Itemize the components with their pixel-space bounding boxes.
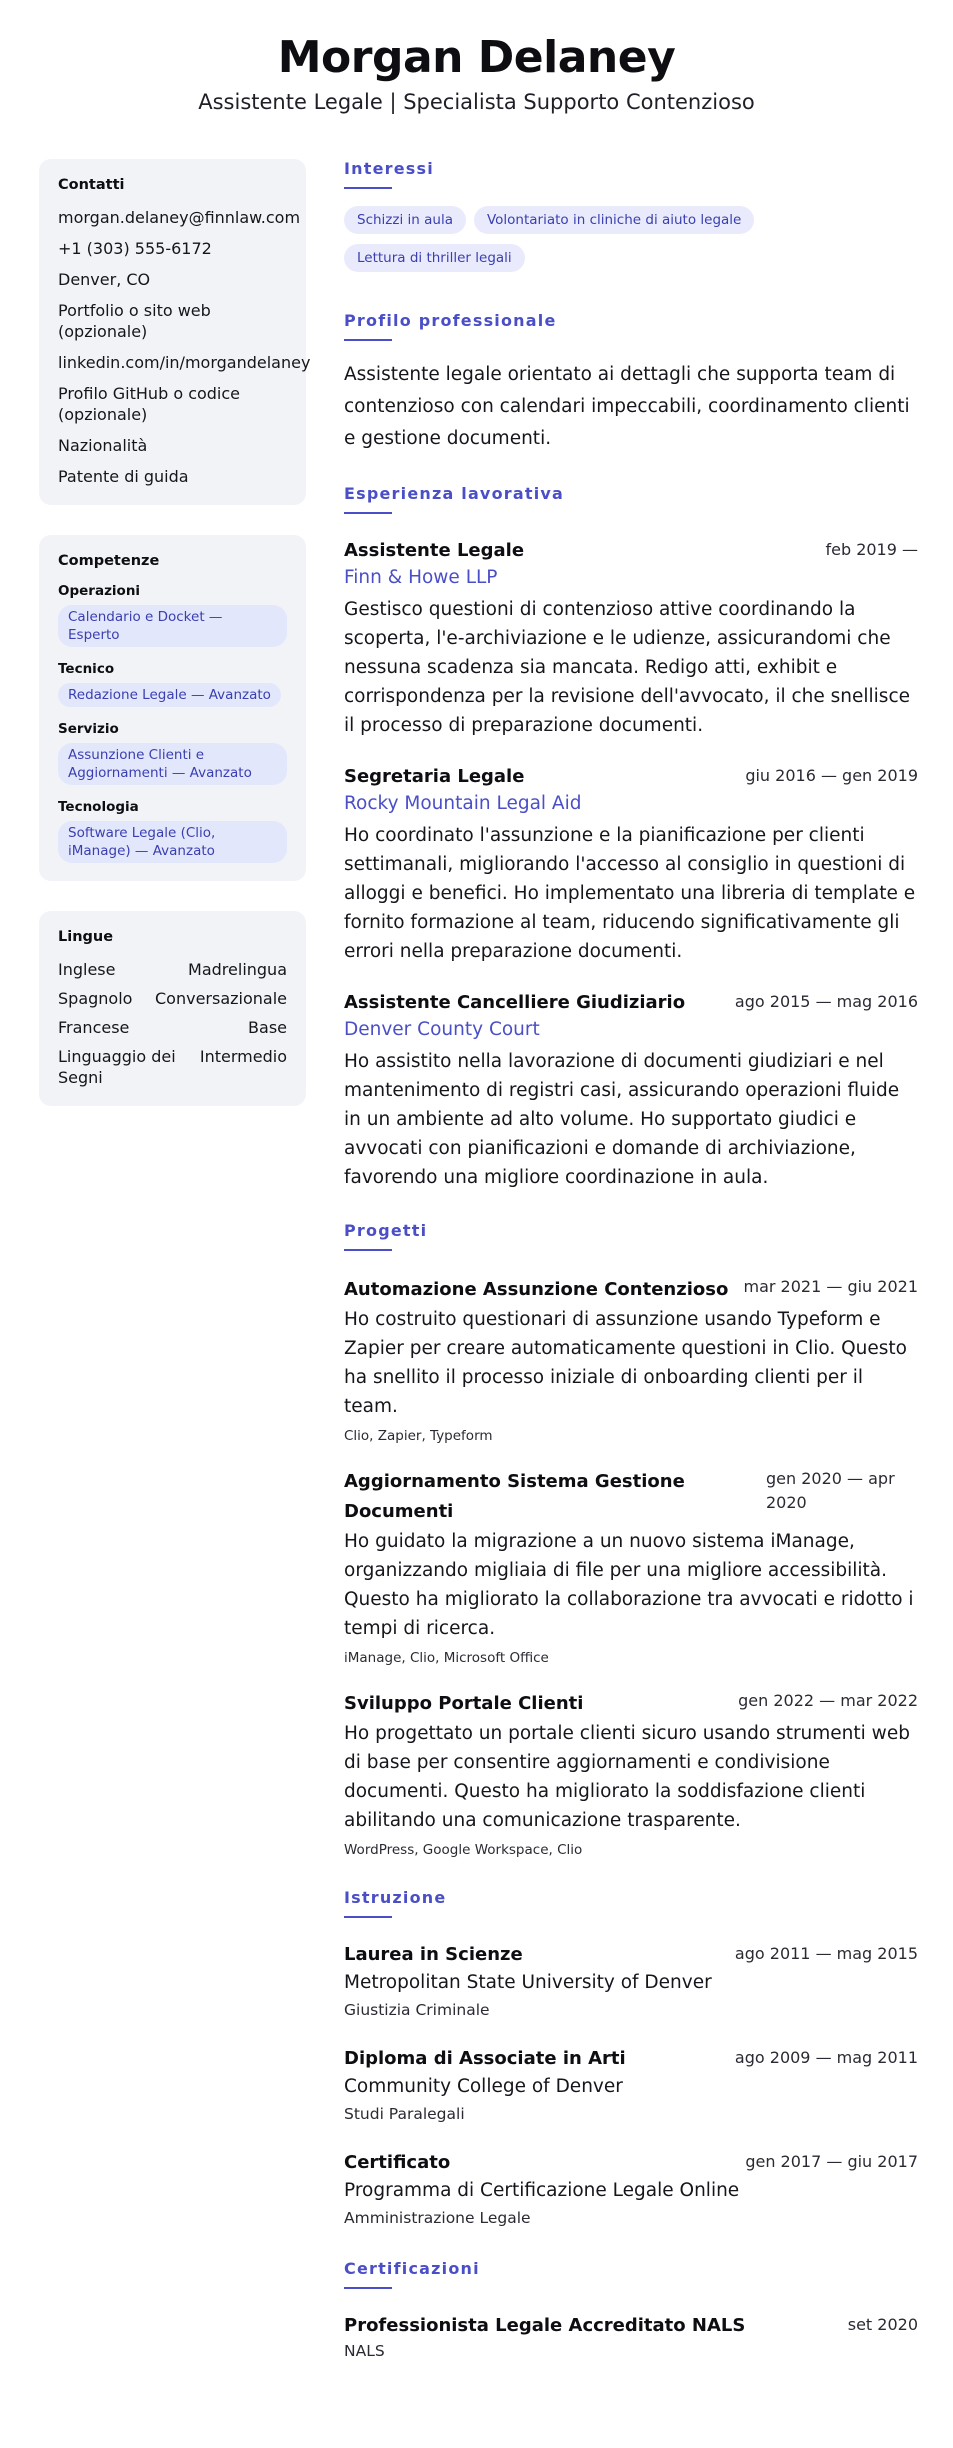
section-divider xyxy=(344,339,392,341)
language-level: Conversazionale xyxy=(155,989,287,1008)
skill-chip: Redazione Legale — Avanzato xyxy=(58,683,281,707)
study-field: Giustizia Criminale xyxy=(344,2001,490,2019)
language-level: Intermedio xyxy=(199,1047,287,1066)
experience-entry xyxy=(344,764,918,966)
language-row xyxy=(58,988,287,1009)
candidate-subtitle: Assistente Legale | Specialista Supporto Contenzioso xyxy=(198,90,755,114)
job-title: Assistente Legale xyxy=(344,540,525,561)
skills-card xyxy=(39,535,306,881)
languages-card xyxy=(39,911,306,1106)
project-technologies: iManage, Clio, Microsoft Office xyxy=(344,1650,549,1666)
profile-section xyxy=(344,310,918,455)
certification-name: Professionista Legale Accreditato NALS xyxy=(344,2315,746,2336)
project-name: Aggiornamento Sistema Gestione Documenti xyxy=(344,1471,685,1522)
skill-group-title: Tecnologia xyxy=(58,799,139,815)
language-row xyxy=(58,1017,287,1038)
skill-group xyxy=(58,799,287,863)
school-name: Metropolitan State University of Denver xyxy=(344,1972,712,1993)
degree-title: Laurea in Scienze xyxy=(344,1944,523,1965)
interests-section xyxy=(344,158,918,282)
project-name: Sviluppo Portale Clienti xyxy=(344,1693,584,1714)
job-description: Ho assistito nella lavorazione di documenti giudiziari e nel mantenimento di registri casi, assicurando operazioni fluide in un ambiente ad alto volume. Ho supportato giudici e avvocati con pianificazioni e domande di archiviazione, favorendo una migliore coordinazione in aula. xyxy=(344,1051,900,1188)
job-date: feb 2019 — xyxy=(825,540,918,559)
project-date: gen 2022 — mar 2022 xyxy=(738,1691,918,1710)
education-entry xyxy=(344,2150,918,2230)
education-date: gen 2017 — giu 2017 xyxy=(745,2152,918,2171)
resume-header xyxy=(0,30,953,116)
section-divider xyxy=(344,1916,392,1918)
contact-nationality: Nazionalità xyxy=(58,436,148,455)
section-divider xyxy=(344,512,392,514)
project-entry xyxy=(344,1275,918,1445)
contact-linkedin[interactable]: linkedin.com/in/morgandelaney xyxy=(58,353,311,372)
language-name: Inglese xyxy=(58,960,116,979)
project-name: Automazione Assunzione Contenzioso xyxy=(344,1279,729,1300)
school-name: Programma di Certificazione Legale Online xyxy=(344,2180,740,2201)
job-company: Finn & Howe LLP xyxy=(344,567,498,588)
job-description: Ho coordinato l'assunzione e la pianificazione per clienti settimanali, migliorando l'accesso al consiglio in questioni di alloggi e benefici. Ho implementato una libreria di template e fornito formazione al team, riducendo significativamente gli errori nella preparazione documenti. xyxy=(344,825,916,962)
skill-group-title: Operazioni xyxy=(58,583,141,599)
section-divider xyxy=(344,1249,392,1251)
job-title: Segretaria Legale xyxy=(344,766,525,787)
education-entry xyxy=(344,2046,918,2126)
section-title: Profilo professionale xyxy=(344,311,557,330)
language-name: Francese xyxy=(58,1018,130,1037)
main-column xyxy=(344,158,918,2391)
language-level: Base xyxy=(248,1018,287,1037)
sidebar xyxy=(39,159,311,1136)
education-section xyxy=(344,1887,918,2230)
languages-title: Lingue xyxy=(58,929,114,945)
section-divider xyxy=(344,2287,392,2289)
education-date: ago 2011 — mag 2015 xyxy=(734,1944,918,1963)
degree-title: Diploma di Associate in Arti xyxy=(344,2048,626,2069)
profile-summary: Assistente legale orientato ai dettagli che supporta team di contenzioso con calendari impeccabili, coordinamento clienti e gestione documenti. xyxy=(344,364,910,449)
project-description: Ho progettato un portale clienti sicuro usando strumenti web di base per consentire aggiornamenti e condivisione documenti. Questo ha migliorato la soddisfazione clienti abilitando una comunicazione trasparente. xyxy=(344,1723,910,1831)
contacts-card xyxy=(39,159,311,505)
project-technologies: Clio, Zapier, Typeform xyxy=(344,1428,493,1444)
degree-title: Certificato xyxy=(344,2152,451,2173)
project-entry xyxy=(344,1467,918,1667)
language-name: Linguaggio dei Segni xyxy=(58,1047,176,1087)
job-company: Rocky Mountain Legal Aid xyxy=(344,793,582,814)
experience-entry xyxy=(344,538,918,740)
project-technologies: WordPress, Google Workspace, Clio xyxy=(344,1842,583,1858)
interest-tag: Lettura di thriller legali xyxy=(344,244,525,272)
job-description: Gestisco questioni di contenzioso attive coordinando la scoperta, l'e-archiviazione e le udienze, assicurandomi che nessuna scadenza sia mancata. Redigo atti, exhibit e corrispondenza per la revisione dell'avvocato, il che snellisce il processo di preparazione documenti. xyxy=(344,599,911,736)
section-title: Certificazioni xyxy=(344,2259,480,2278)
skill-chip: Assunzione Clienti e Aggiornamenti — Avanzato xyxy=(58,743,287,785)
skill-chip: Software Legale (Clio, iManage) — Avanzato xyxy=(58,821,287,863)
language-row xyxy=(58,1046,287,1088)
certification-issuer: NALS xyxy=(344,2342,385,2360)
project-entry xyxy=(344,1689,918,1859)
skill-group-title: Tecnico xyxy=(58,661,115,677)
interest-tags xyxy=(344,206,918,282)
contact-location: Denver, CO xyxy=(58,270,151,289)
contacts-title: Contatti xyxy=(58,177,125,193)
experience-entry xyxy=(344,990,918,1192)
contact-driving-license: Patente di guida xyxy=(58,467,189,486)
study-field: Studi Paralegali xyxy=(344,2105,465,2123)
skill-group-title: Servizio xyxy=(58,721,119,737)
education-date: ago 2009 — mag 2011 xyxy=(734,2048,918,2067)
job-company: Denver County Court xyxy=(344,1019,540,1040)
contact-portfolio[interactable]: Portfolio o sito web (opzionale) xyxy=(58,301,211,341)
certification-entry xyxy=(344,2313,918,2363)
skill-group xyxy=(58,583,287,647)
projects-section xyxy=(344,1220,918,1859)
skills-title: Competenze xyxy=(58,553,160,569)
school-name: Community College of Denver xyxy=(344,2076,623,2097)
certifications-section xyxy=(344,2258,918,2363)
education-entry xyxy=(344,1942,918,2022)
language-row xyxy=(58,959,287,980)
project-description: Ho costruito questionari di assunzione usando Typeform e Zapier per creare automaticamente questioni in Clio. Questo ha snellito il processo iniziale di onboarding clienti per il team. xyxy=(344,1309,907,1417)
job-date: giu 2016 — gen 2019 xyxy=(745,766,918,785)
job-title: Assistente Cancelliere Giudiziario xyxy=(344,992,686,1013)
project-date: gen 2020 — apr 2020 xyxy=(766,1469,895,1512)
contact-email[interactable]: morgan.delaney@finnlaw.com xyxy=(58,208,301,227)
study-field: Amministrazione Legale xyxy=(344,2209,531,2227)
skill-group xyxy=(58,721,287,785)
interest-tag: Schizzi in aula xyxy=(344,206,466,234)
contact-phone[interactable]: +1 (303) 555-6172 xyxy=(58,239,212,258)
experience-section xyxy=(344,483,918,1192)
section-title: Esperienza lavorativa xyxy=(344,484,565,503)
contact-github[interactable]: Profilo GitHub o codice (opzionale) xyxy=(58,384,241,424)
section-title: Istruzione xyxy=(344,1888,447,1907)
project-description: Ho guidato la migrazione a un nuovo sistema iManage, organizzando migliaia di file per una migliore accessibilità. Questo ha migliorato la collaborazione tra avvocati e ridotto i tempi di ricerca. xyxy=(344,1531,914,1639)
certification-date: set 2020 xyxy=(847,2315,918,2334)
language-name: Spagnolo xyxy=(58,989,133,1008)
language-level: Madrelingua xyxy=(188,960,287,979)
skill-group xyxy=(58,661,287,707)
section-title: Interessi xyxy=(344,159,434,178)
section-divider xyxy=(344,187,392,189)
candidate-name: Morgan Delaney xyxy=(277,32,676,83)
project-date: mar 2021 — giu 2021 xyxy=(743,1277,918,1296)
job-date: ago 2015 — mag 2016 xyxy=(734,992,918,1011)
interest-tag: Volontariato in cliniche di aiuto legale xyxy=(474,206,754,234)
skill-chip: Calendario e Docket — Esperto xyxy=(58,605,287,647)
section-title: Progetti xyxy=(344,1221,428,1240)
